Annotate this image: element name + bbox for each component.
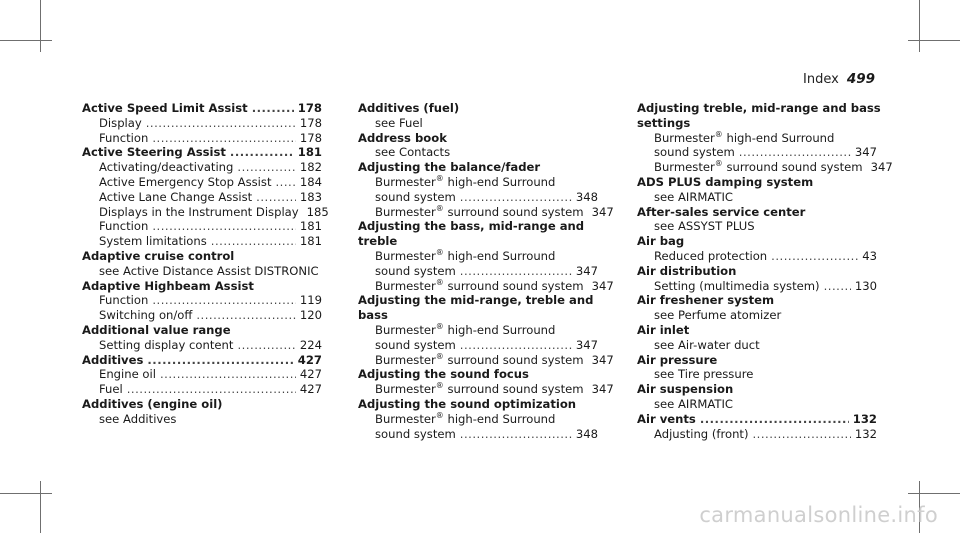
entry-text: see AIRMATIC bbox=[654, 189, 734, 204]
index-heading bbox=[82, 101, 322, 116]
page-reference: 347 bbox=[870, 160, 893, 175]
entry-text: Adjusting the mid-range, treble and bbox=[358, 293, 594, 308]
page-reference: 184 bbox=[299, 174, 322, 189]
index-subentry bbox=[637, 397, 877, 412]
index-subentry bbox=[82, 367, 322, 382]
index-subentry bbox=[82, 131, 322, 146]
entry-text: Function bbox=[99, 293, 149, 308]
page-reference: 182 bbox=[299, 160, 322, 175]
entry-text: Adjusting treble, mid-range and bass bbox=[637, 101, 881, 115]
entry-text: Air vents bbox=[637, 411, 696, 426]
leader-dots bbox=[460, 264, 572, 279]
index-subentry bbox=[358, 249, 598, 264]
index-heading bbox=[637, 412, 877, 427]
page-reference: 132 bbox=[852, 411, 877, 426]
entry-text: Function bbox=[99, 219, 149, 234]
index-subentry bbox=[637, 367, 877, 382]
index-heading bbox=[637, 234, 877, 249]
index-heading bbox=[358, 367, 598, 382]
index-subentry bbox=[82, 293, 322, 308]
index-subentry bbox=[82, 116, 322, 131]
crop-mark bbox=[919, 0, 920, 52]
entry-text: Additives (fuel) bbox=[358, 101, 460, 115]
index-subentry bbox=[82, 412, 322, 427]
index-subentry bbox=[637, 131, 877, 146]
index-subentry bbox=[637, 249, 877, 264]
index-heading bbox=[637, 101, 881, 116]
page-reference: 224 bbox=[299, 337, 322, 352]
entry-text: Displays in the Instrument Display bbox=[99, 204, 299, 219]
crop-mark bbox=[0, 40, 52, 41]
entry-text: Adjusting the balance/fader bbox=[358, 160, 541, 175]
entry-text: Activating/deactivating bbox=[99, 160, 234, 175]
index-subentry bbox=[82, 234, 322, 249]
index-heading bbox=[82, 397, 322, 412]
index-subentry bbox=[358, 338, 598, 353]
header-label: Index bbox=[803, 72, 839, 87]
crop-mark bbox=[908, 40, 960, 41]
entry-text: Adaptive cruise control bbox=[82, 248, 235, 263]
index-heading bbox=[358, 160, 598, 175]
index-subentry bbox=[82, 160, 322, 175]
entry-text: bass bbox=[358, 308, 388, 323]
entry-text: Reduced protection bbox=[654, 248, 768, 263]
page-reference: 347 bbox=[854, 145, 877, 160]
index-heading bbox=[637, 293, 877, 308]
entry-text: Engine oil bbox=[99, 367, 156, 382]
index-subentry bbox=[358, 381, 614, 397]
page-reference: 130 bbox=[854, 278, 877, 293]
entry-text: Burmester® surround sound system bbox=[375, 203, 584, 219]
leader-dots bbox=[739, 145, 851, 160]
crop-mark bbox=[40, 481, 41, 533]
index-heading bbox=[358, 397, 598, 412]
entry-text: Active Emergency Stop Assist bbox=[99, 174, 272, 189]
index-subentry bbox=[637, 427, 877, 442]
index-subentry bbox=[358, 412, 598, 427]
leader-dots bbox=[460, 190, 572, 205]
index-heading bbox=[637, 382, 877, 397]
entry-text: settings bbox=[637, 115, 691, 130]
index-subentry bbox=[358, 190, 598, 205]
entry-text: Air inlet bbox=[637, 322, 690, 337]
page-reference: 427 bbox=[297, 352, 322, 367]
crop-mark bbox=[908, 493, 960, 494]
leader-dots bbox=[152, 219, 296, 234]
entry-text: sound system bbox=[375, 426, 456, 441]
page-reference: 347 bbox=[591, 204, 614, 219]
entry-text: sound system bbox=[375, 189, 456, 204]
entry-text: sound system bbox=[654, 145, 735, 160]
watermark: carmanualsonline.info bbox=[699, 503, 938, 527]
entry-text: Additives (engine oil) bbox=[82, 396, 223, 411]
index-subentry bbox=[358, 351, 614, 368]
index-subentry bbox=[358, 116, 598, 131]
index-subentry bbox=[637, 219, 877, 234]
index-heading bbox=[358, 101, 598, 116]
index-subentry bbox=[358, 264, 598, 279]
page-reference: 427 bbox=[299, 367, 322, 382]
index-heading bbox=[358, 219, 598, 234]
crop-mark bbox=[40, 0, 41, 52]
leader-dots bbox=[237, 160, 295, 175]
page-reference: 181 bbox=[297, 145, 322, 160]
leader-dots bbox=[771, 249, 858, 264]
entry-text: Address book bbox=[358, 130, 447, 145]
entry-text: see AIRMATIC bbox=[654, 396, 734, 411]
page-header bbox=[803, 71, 875, 87]
entry-text: Burmester® high-end Surround bbox=[375, 322, 556, 337]
page-reference: 43 bbox=[862, 248, 877, 263]
index-heading bbox=[82, 145, 322, 160]
index-heading bbox=[637, 264, 877, 279]
index-subentry bbox=[82, 175, 322, 190]
leader-dots bbox=[460, 338, 572, 353]
entry-text: see Contacts bbox=[375, 145, 451, 160]
entry-text: Burmester® surround sound system bbox=[375, 277, 584, 293]
page-reference: 427 bbox=[299, 382, 322, 397]
index-subentry bbox=[358, 277, 614, 294]
entry-text: Setting display content bbox=[99, 337, 234, 352]
page-reference: 181 bbox=[299, 234, 322, 249]
entry-text: Burmester® surround sound system bbox=[654, 159, 863, 175]
index-subentry bbox=[637, 159, 893, 175]
leader-dots bbox=[152, 293, 296, 308]
index-subentry bbox=[358, 427, 598, 442]
entry-text: System limitations bbox=[99, 234, 207, 249]
index-subentry bbox=[358, 203, 614, 220]
entry-text: Burmester® high-end Surround bbox=[375, 248, 556, 263]
page-reference: 185 bbox=[306, 204, 329, 219]
page-number: 499 bbox=[846, 71, 875, 87]
index-subentry bbox=[358, 175, 598, 190]
entry-text: Setting (multimedia system) bbox=[654, 278, 820, 293]
leader-dots bbox=[146, 116, 296, 131]
index-heading bbox=[358, 131, 598, 146]
index-subentry bbox=[637, 338, 877, 353]
index-heading bbox=[82, 249, 322, 264]
entry-text: see ASSYST PLUS bbox=[654, 219, 755, 234]
index-subentry bbox=[82, 204, 329, 220]
index-subentry bbox=[82, 219, 322, 234]
leader-dots bbox=[460, 427, 572, 442]
entry-text: ADS PLUS damping system bbox=[637, 174, 814, 189]
index-subentry bbox=[637, 145, 877, 160]
index-column-3 bbox=[637, 101, 893, 441]
leader-dots bbox=[127, 382, 296, 397]
index-subentry bbox=[82, 190, 322, 205]
index-subentry bbox=[82, 382, 322, 397]
leader-dots bbox=[237, 338, 295, 353]
index-heading bbox=[637, 205, 877, 220]
entry-text: Air pressure bbox=[637, 352, 718, 367]
page-reference: 347 bbox=[591, 382, 614, 397]
entry-text: see Active Distance Assist DISTRONIC bbox=[99, 263, 319, 278]
entry-text: Switching on/off bbox=[99, 308, 193, 323]
index-heading bbox=[358, 234, 598, 249]
entry-text: Additives bbox=[82, 352, 144, 367]
leader-dots bbox=[256, 190, 296, 205]
entry-text: Air bag bbox=[637, 234, 685, 249]
leader-dots bbox=[147, 353, 293, 368]
crop-mark bbox=[0, 493, 52, 494]
index-subentry bbox=[358, 145, 598, 160]
entry-text: see Fuel bbox=[375, 115, 423, 130]
index-heading bbox=[82, 323, 322, 338]
page-reference: 347 bbox=[575, 337, 598, 352]
entry-text: Function bbox=[99, 130, 149, 145]
entry-text: Burmester® surround sound system bbox=[375, 381, 584, 397]
leader-dots bbox=[196, 308, 295, 323]
entry-text: sound system bbox=[375, 337, 456, 352]
page-reference: 120 bbox=[299, 308, 322, 323]
index-subentry bbox=[637, 308, 877, 323]
entry-text: sound system bbox=[375, 263, 456, 278]
entry-text: treble bbox=[358, 234, 398, 249]
index-heading bbox=[637, 353, 877, 368]
page-reference: 178 bbox=[297, 101, 322, 115]
page-reference: 132 bbox=[854, 426, 877, 441]
index-subentry bbox=[82, 264, 322, 279]
entry-text: Active Steering Assist bbox=[82, 145, 226, 160]
entry-text: see Additives bbox=[99, 411, 177, 426]
leader-dots bbox=[252, 101, 294, 116]
index-subentry bbox=[637, 190, 877, 205]
entry-text: Display bbox=[99, 115, 142, 130]
entry-text: Adjusting the sound focus bbox=[358, 367, 529, 382]
index-column-2 bbox=[358, 101, 614, 441]
entry-text: After-sales service center bbox=[637, 204, 806, 219]
entry-text: Burmester® high-end Surround bbox=[375, 174, 556, 189]
entry-text: Adjusting (front) bbox=[654, 426, 749, 441]
index-heading bbox=[637, 116, 877, 131]
page-reference: 347 bbox=[591, 352, 614, 367]
entry-text: Air distribution bbox=[637, 263, 737, 278]
entry-text: Adjusting the sound optimization bbox=[358, 396, 577, 411]
page-reference: 348 bbox=[575, 426, 598, 441]
entry-text: Burmester® surround sound system bbox=[375, 351, 584, 367]
page-reference: 348 bbox=[575, 189, 598, 204]
page-reference: 347 bbox=[575, 263, 598, 278]
leader-dots bbox=[700, 412, 849, 427]
index-subentry bbox=[358, 323, 598, 338]
entry-text: see Tire pressure bbox=[654, 367, 754, 382]
leader-dots bbox=[152, 131, 296, 146]
entry-text: Additional value range bbox=[82, 322, 231, 337]
page-reference: 178 bbox=[299, 115, 322, 130]
page-reference: 178 bbox=[299, 130, 322, 145]
entry-text: Fuel bbox=[99, 382, 123, 397]
entry-text: Active Lane Change Assist bbox=[99, 189, 253, 204]
entry-text: Burmester® high-end Surround bbox=[375, 410, 556, 426]
page-reference: 183 bbox=[299, 189, 322, 204]
leader-dots bbox=[276, 175, 296, 190]
entry-text: see Perfume atomizer bbox=[654, 308, 782, 323]
index-subentry bbox=[82, 308, 322, 323]
index-column-1 bbox=[82, 101, 329, 427]
index-heading bbox=[82, 353, 322, 368]
page-reference: 347 bbox=[591, 278, 614, 293]
index-subentry bbox=[637, 279, 877, 294]
index-subentry bbox=[82, 338, 322, 353]
entry-text: see Air-water duct bbox=[654, 337, 760, 352]
index-heading bbox=[358, 293, 598, 308]
leader-dots bbox=[160, 367, 296, 382]
leader-dots bbox=[752, 427, 850, 442]
index-heading bbox=[358, 308, 598, 323]
leader-dots bbox=[824, 279, 851, 294]
leader-dots bbox=[211, 234, 296, 249]
index-heading bbox=[637, 175, 877, 190]
page-reference: 119 bbox=[299, 293, 322, 308]
entry-text: Burmester® high-end Surround bbox=[654, 129, 835, 145]
entry-text: Active Speed Limit Assist bbox=[82, 101, 248, 115]
page-reference: 181 bbox=[299, 219, 322, 234]
entry-text: Adjusting the bass, mid-range and bbox=[358, 219, 585, 234]
leader-dots bbox=[230, 145, 294, 160]
index-heading bbox=[82, 279, 322, 294]
entry-text: Air freshener system bbox=[637, 293, 775, 308]
entry-text: Air suspension bbox=[637, 382, 734, 397]
entry-text: Adaptive Highbeam Assist bbox=[82, 278, 254, 293]
index-heading bbox=[637, 323, 877, 338]
